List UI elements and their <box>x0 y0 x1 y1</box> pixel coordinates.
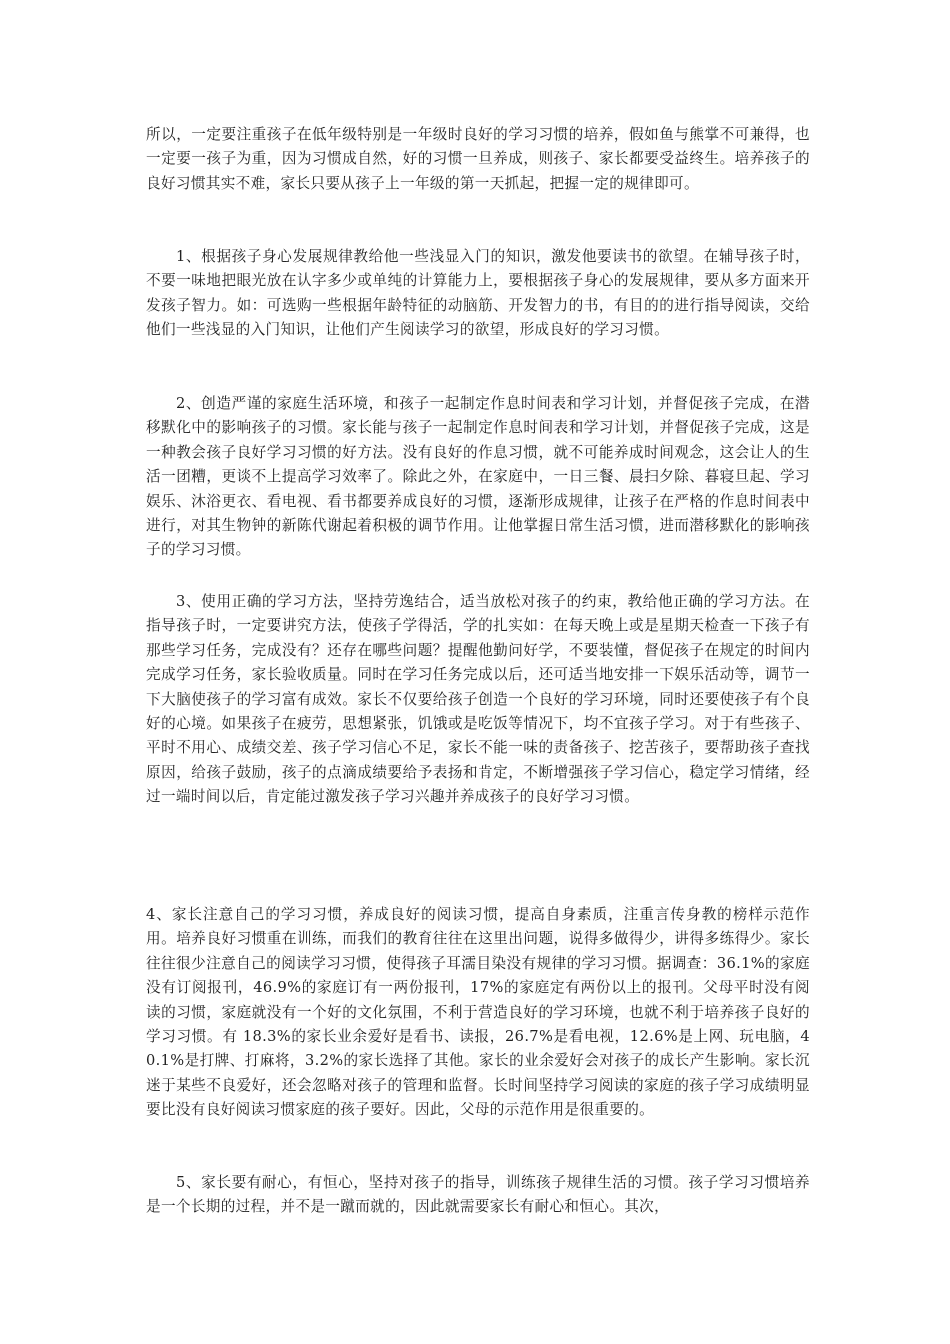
intro-paragraph: 所以，一定要注重孩子在低年级特别是一年级时良好的学习习惯的培养，假如鱼与熊掌不可兼得，也一定要一孩子为重，因为习惯成自然，好的习惯一旦养成，则孩子、家长都要受益终生。培养孩子的良好习惯其实不难，家长只要从孩子上一年级的第一天抓起，把握一定的规律即可。 <box>146 126 810 192</box>
point-3-paragraph: 3、使用正确的学习方法，坚持劳逸结合，适当放松对孩子的约束，教给他正确的学习方法。在指导孩子时，一定要讲究方法，使孩子学得活，学的扎实如：在每天晚上或是星期天检查一下孩子有那些学习任务，完成没有？还存在哪些问题？提醒他勤问好学，不要装懂，督促孩子在规定的时间内完成学习任务，家长验收质量。同时在学习任务完成以后，还可适当地安排一下娱乐活动等，调节一下大脑使孩子的学习富有成效。家长不仅要给孩子创造一个良好的学习环境，同时还要使孩子有个良好的心境。如果孩子在疲劳，思想紧张，饥饿或是吃饭等情况下，均不宜孩子学习。对于有些孩子、平时不用心、成绩交差、孩子学习信心不足，家长不能一味的责备孩子、挖苦孩子，要帮助孩子查找原因，给孩子鼓励，孩子的点滴成绩要给予表扬和肯定，不断增强孩子学习信心，稳定学习情绪，经过一端时间以后，肯定能过激发孩子学习兴趣并养成孩子的良好学习习惯。 <box>146 593 810 806</box>
point-4-paragraph: 4、家长注意自己的学习习惯，养成良好的阅读习惯，提高自身素质，注重言传身教的榜样示范作用。培养良好习惯重在训练，而我们的教育往往在这里出问题，说得多做得少，讲得多练得少。家长往往很少注意自己的阅读学习习惯，使得孩子耳濡目染没有规律的学习习惯。据调查：36.1%的家庭没有订阅报刊，46.9%的家庭订有一两份报刊，17%的家庭定有两份以上的报刊。父母平时没有阅读的习惯，家庭就没有一个好的文化氛围，不利于营造良好的学习环境，也就不利于培养孩子良好的学习习惯。有 18.3%的家长业余爱好是看书、读报，26.7%是看电视，12.6%是上网、玩电脑，40.1%是打牌、打麻将，3.2%的家长选择了其他。家长的业余爱好会对孩子的成长产生影响。家长沉迷于某些不良爱好，还会忽略对孩子的管理和监督。长时间坚持学习阅读的家庭的孩子学习成绩明显要比没有良好阅读习惯家庭的孩子要好。因此，父母的示范作用是很重要的。 <box>146 906 810 1119</box>
point-2-paragraph: 2、创造严谨的家庭生活环境，和孩子一起制定作息时间表和学习计划，并督促孩子完成，在潜移默化中的影响孩子的习惯。家长能与孩子一起制定作息时间表和学习计划，并督促孩子完成，这是一种教会孩子良好学习习惯的好方法。没有良好的作息习惯，就不可能养成时间观念，这会让人的生活一团糟，更谈不上提高学习效率了。除此之外，在家庭中，一日三餐、晨扫夕除、暮寝旦起、学习娱乐、沐浴更衣、看电视、看书都要养成良好的习惯，逐渐形成规律，让孩子在严格的作息时间表中进行，对其生物钟的新陈代谢起着积极的调节作用。让他掌握日常生活习惯，进而潜移默化的影响孩子的学习习惯。 <box>146 395 810 559</box>
point-1-paragraph: 1、根据孩子身心发展规律教给他一些浅显入门的知识，激发他要读书的欲望。在辅导孩子时，不要一味地把眼光放在认字多少或单纯的计算能力上，要根据孩子身心的发展规律，要从多方面来开发孩子智力。如：可选购一些根据年龄特征的动脑筋、开发智力的书，有目的的进行指导阅读，交给他们一些浅显的入门知识，让他们产生阅读学习的欲望，形成良好的学习习惯。 <box>146 248 810 339</box>
point-5-paragraph: 5、家长要有耐心，有恒心，坚持对孩子的指导，训练孩子规律生活的习惯。孩子学习习惯培养是一个长期的过程，并不是一蹴而就的，因此就需要家长有耐心和恒心。其次， <box>146 1174 810 1216</box>
